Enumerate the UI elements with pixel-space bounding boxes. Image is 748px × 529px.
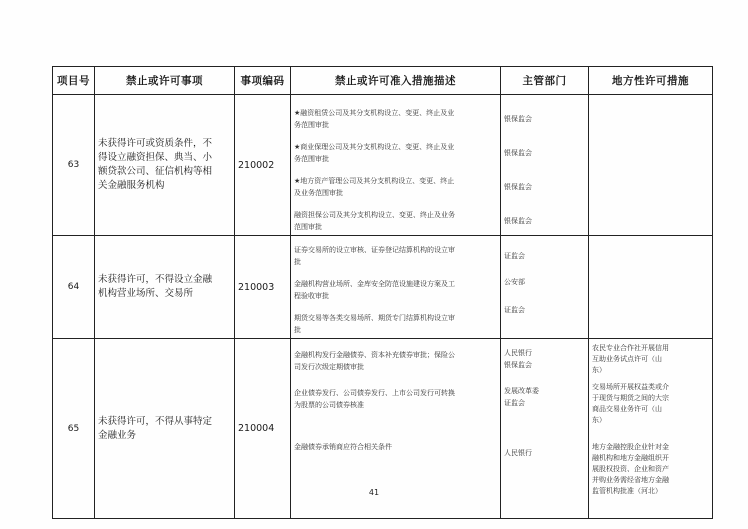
department-block <box>504 385 585 409</box>
measure-line: 证券交易所的设立审核、证券登记结算机构的设立审 <box>294 246 455 254</box>
measure-line: 金融机构发行金融债券、资本补充债券审批；保险公 <box>294 351 455 359</box>
department-block <box>504 113 585 125</box>
item-line: 未获得许可或资质条件，不 <box>98 138 213 149</box>
measure-block <box>294 244 497 268</box>
department-name: 证监会 <box>504 306 525 314</box>
measure-block <box>294 441 497 453</box>
local-measure-line: 融机构和地方金融组织开 <box>592 454 669 462</box>
measure-line: 司发行次级定期债审批 <box>294 363 364 371</box>
department-name: 人民银行 <box>504 349 532 357</box>
local-measure-line: 交易场所开展权益类或介 <box>592 383 669 391</box>
measure-block <box>294 209 497 233</box>
item-line: 额贷款公司、征信机构等相 <box>98 166 213 177</box>
header-item: 禁止或许可事项 <box>95 67 235 95</box>
local-measure-line: 农民专业合作社开展信用 <box>592 344 669 352</box>
header-item-no: 项目号 <box>53 67 95 95</box>
measure-line: 批 <box>294 326 301 334</box>
department-name: 银保监会 <box>504 361 532 369</box>
local-measures-cell <box>589 95 713 236</box>
item-code: 210004 <box>235 339 291 519</box>
department-block <box>504 304 585 316</box>
local-measure-line: 互助业务试点许可（山 <box>592 355 662 363</box>
department-name: 证监会 <box>504 399 525 407</box>
department-block <box>504 215 585 227</box>
item-line: 未获得许可，不得设立金融 <box>98 274 213 285</box>
measure-line: 金融机构营业场所、金库安全防范设施建设方案及工 <box>294 280 455 288</box>
measure-line: 金融债券承销商应符合相关条件 <box>294 443 392 451</box>
local-measure-line: 商品交易业务许可（山 <box>592 405 662 413</box>
local-measure-line: 并购业务需经省地方金融 <box>592 476 669 484</box>
measure-line: 期货交易等各类交易场所、期货专门结算机构设立审 <box>294 314 455 322</box>
item-code: 210002 <box>235 95 291 236</box>
measure-line: 范围审批 <box>294 223 322 231</box>
department-block <box>504 181 585 193</box>
measure-line: 程验收审批 <box>294 292 329 300</box>
header-local-measures: 地方性许可措施 <box>589 67 713 95</box>
department-name: 银保监会 <box>504 183 532 191</box>
measures-cell <box>291 236 501 339</box>
item-line: 关金融服务机构 <box>98 180 165 191</box>
department-name: 银保监会 <box>504 217 532 225</box>
department-name: 发展改革委 <box>504 387 539 395</box>
local-measure-line: 于现货与期货之间的大宗 <box>592 394 669 402</box>
department-block <box>504 250 585 262</box>
local-measure <box>592 382 709 426</box>
measure-block <box>294 312 497 336</box>
table-row <box>53 95 713 236</box>
item-number: 65 <box>53 339 95 519</box>
item-code: 210003 <box>235 236 291 339</box>
measure-line: 融资担保公司及其分支机构设立、变更、终止及业务 <box>294 211 455 219</box>
department-block <box>504 276 585 288</box>
measure-block <box>294 175 497 199</box>
department-name: 银保监会 <box>504 149 532 157</box>
department-cell <box>501 95 589 236</box>
department-block <box>504 347 585 371</box>
department-cell <box>501 236 589 339</box>
local-measure-line: 东） <box>592 416 606 424</box>
measure-block <box>294 349 497 373</box>
measure-line: 务范围审批 <box>294 121 329 129</box>
regulation-table <box>52 66 713 519</box>
item-description <box>95 236 235 339</box>
measure-line: ★地方资产管理公司及其分支机构设立、变更、终止 <box>294 177 455 185</box>
local-measure <box>592 343 709 376</box>
header-code: 事项编码 <box>235 67 291 95</box>
header-department: 主管部门 <box>501 67 589 95</box>
local-measures-cell <box>589 236 713 339</box>
measure-line: ★商业保理公司及其分支机构设立、变更、终止及业 <box>294 143 455 151</box>
measure-line: 为股票的公司债券核准 <box>294 401 364 409</box>
measure-line: 务范围审批 <box>294 155 329 163</box>
department-block <box>504 147 585 159</box>
department-name: 公安部 <box>504 278 525 286</box>
page-number: 41 <box>368 488 380 497</box>
measure-line: 及业务范围审批 <box>294 189 343 197</box>
local-measure-line: 地方金融控股企业针对金 <box>592 443 669 451</box>
item-line: 机构营业场所、交易所 <box>98 288 194 299</box>
item-line: 未获得许可，不得从事特定 <box>98 415 213 427</box>
local-measure-line: 东） <box>592 366 606 374</box>
local-measure-line: 展股权投资、企业和资产 <box>592 465 669 473</box>
measure-block <box>294 141 497 165</box>
table-row <box>53 236 713 339</box>
item-line: 金融业务 <box>98 429 137 441</box>
measure-block <box>294 387 497 411</box>
measures-cell <box>291 95 501 236</box>
department-name: 银保监会 <box>504 115 532 123</box>
item-description <box>95 95 235 236</box>
measure-line: 批 <box>294 258 301 266</box>
measure-block <box>294 107 497 131</box>
department-name: 证监会 <box>504 252 525 260</box>
item-line: 得设立融资担保、典当、小 <box>98 152 213 163</box>
item-number: 64 <box>53 236 95 339</box>
item-number: 63 <box>53 95 95 236</box>
local-measure-line: 监管机构批准（河北） <box>592 487 662 495</box>
department-name: 人民银行 <box>504 449 532 457</box>
measure-block <box>294 278 497 302</box>
table-header-row <box>53 67 713 95</box>
measure-line: ★融资租赁公司及其分支机构设立、变更、终止及业 <box>294 109 455 117</box>
header-measures: 禁止或许可准入措施描述 <box>291 67 501 95</box>
department-block <box>504 447 585 459</box>
measure-line: 企业债券发行、公司债券发行、上市公司发行可转换 <box>294 389 455 397</box>
